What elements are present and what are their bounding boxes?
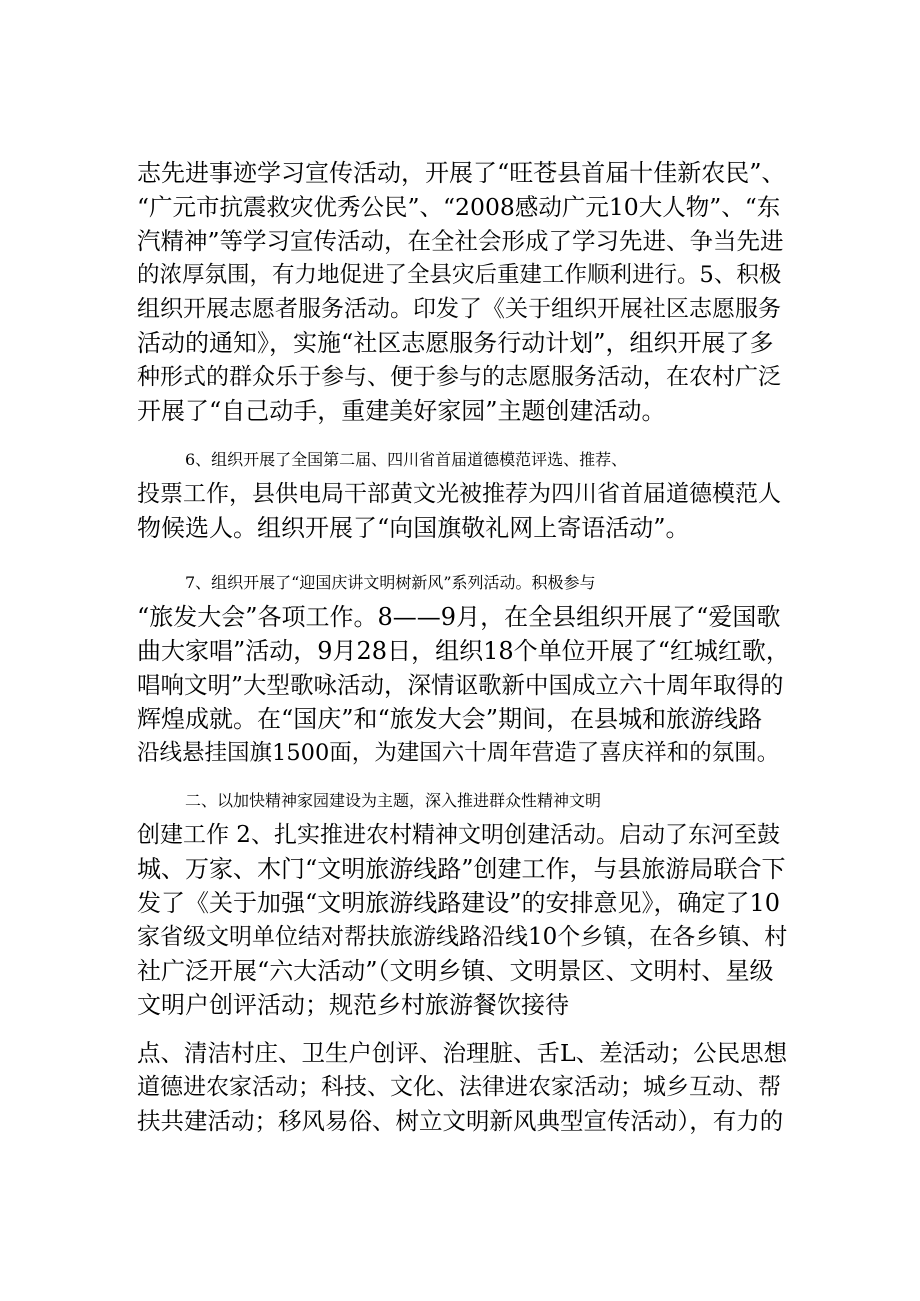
- text-line: “广元市抗震救灾优秀公民”、“2008感动广元10大人物”、“东: [137, 193, 781, 221]
- text-line: 的浓厚氛围，有力地促进了全县灾后重建工作顺利进行。5、积极: [137, 262, 782, 288]
- text-line: 点、清洁村庄、卫生户创评、治理脏、舌L、差活动；公民思想: [137, 1039, 788, 1067]
- text-line: 志先进事迹学习宣传活动，开展了“旺苍县首届十佳新农民”、: [137, 159, 786, 187]
- paragraph-3: [137, 566, 789, 770]
- text-line: 辉煌成就。在“国庆”和“旅发大会”期间，在县城和旅游线路: [137, 705, 763, 733]
- text-line: 组织开展志愿者服务活动。印发了《关于组织开展社区志愿服务: [137, 296, 781, 322]
- paragraph-1: [137, 156, 789, 428]
- text-line: 发了《关于加强“文明旅游线路建设”的安排意见》，确定了10: [137, 889, 781, 917]
- text-line: 社广泛开展“六大活动”（文明乡镇、文明景区、文明村、星级: [137, 957, 774, 985]
- paragraph-2: [137, 443, 789, 545]
- text-line: 投票工作，县供电局干部黄文光被推荐为四川省首届道德模范人: [137, 481, 781, 507]
- text-line: 曲大家唱”活动，9月28日，组织18个单位开展了“红城红歌，: [137, 637, 790, 665]
- paragraph-5: [137, 1036, 789, 1138]
- text-line: 7、组织开展了“迎国庆讲文明树新风”系列活动。积极参与: [185, 573, 596, 592]
- text-line: 道德进农家活动；科技、文化、法律进农家活动；城乡互动、帮: [137, 1074, 781, 1100]
- text-line: 创建工作 2、扎实推进农村精神文明创建活动。启动了东河至鼓: [137, 822, 780, 848]
- text-line: 6、组织开展了全国第二届、四川省首届道德模范评选、推荐、: [185, 450, 628, 469]
- text-line: 物候选人。组织开展了“向国旗敬礼网上寄语活动”。: [137, 514, 690, 542]
- text-line: 家省级文明单位结对帮扶旅游线路沿线10个乡镇，在各乡镇、村: [137, 924, 788, 950]
- text-line: 汽精神”等学习宣传活动，在全社会形成了学习先进、争当先进: [137, 227, 784, 255]
- text-line: “旅发大会”各项工作。8——9月，在全县组织开展了“爱国歌: [137, 603, 781, 631]
- text-line: 沿线悬挂国旗1500面，为建国六十周年营造了喜庆祥和的氛围。: [137, 740, 780, 766]
- text-line: 城、万家、木门“文明旅游线路”创建工作，与县旅游局联合下: [137, 855, 786, 883]
- text-line: 活动的通知》，实施“社区志愿服务行动计划”，组织开展了多: [137, 329, 774, 357]
- text-line: 开展了“自己动手，重建美好家园”主题创建活动。: [137, 397, 666, 425]
- text-line: 文明户创评活动；规范乡村旅游餐饮接待: [137, 991, 569, 1019]
- text-line: 唱响文明”大型歌咏活动，深情讴歌新中国成立六十周年取得的: [137, 671, 784, 699]
- text-line: 扶共建活动；移风易俗、树立文明新风典型宣传活动），有力的: [137, 1107, 784, 1135]
- text-line: 二、以加快精神家园建设为主题，深入推进群众性精神文明: [185, 791, 602, 810]
- paragraph-4: [137, 784, 789, 1022]
- text-line: 种形式的群众乐于参与、便于参与的志愿服务活动，在农村广泛: [137, 364, 781, 390]
